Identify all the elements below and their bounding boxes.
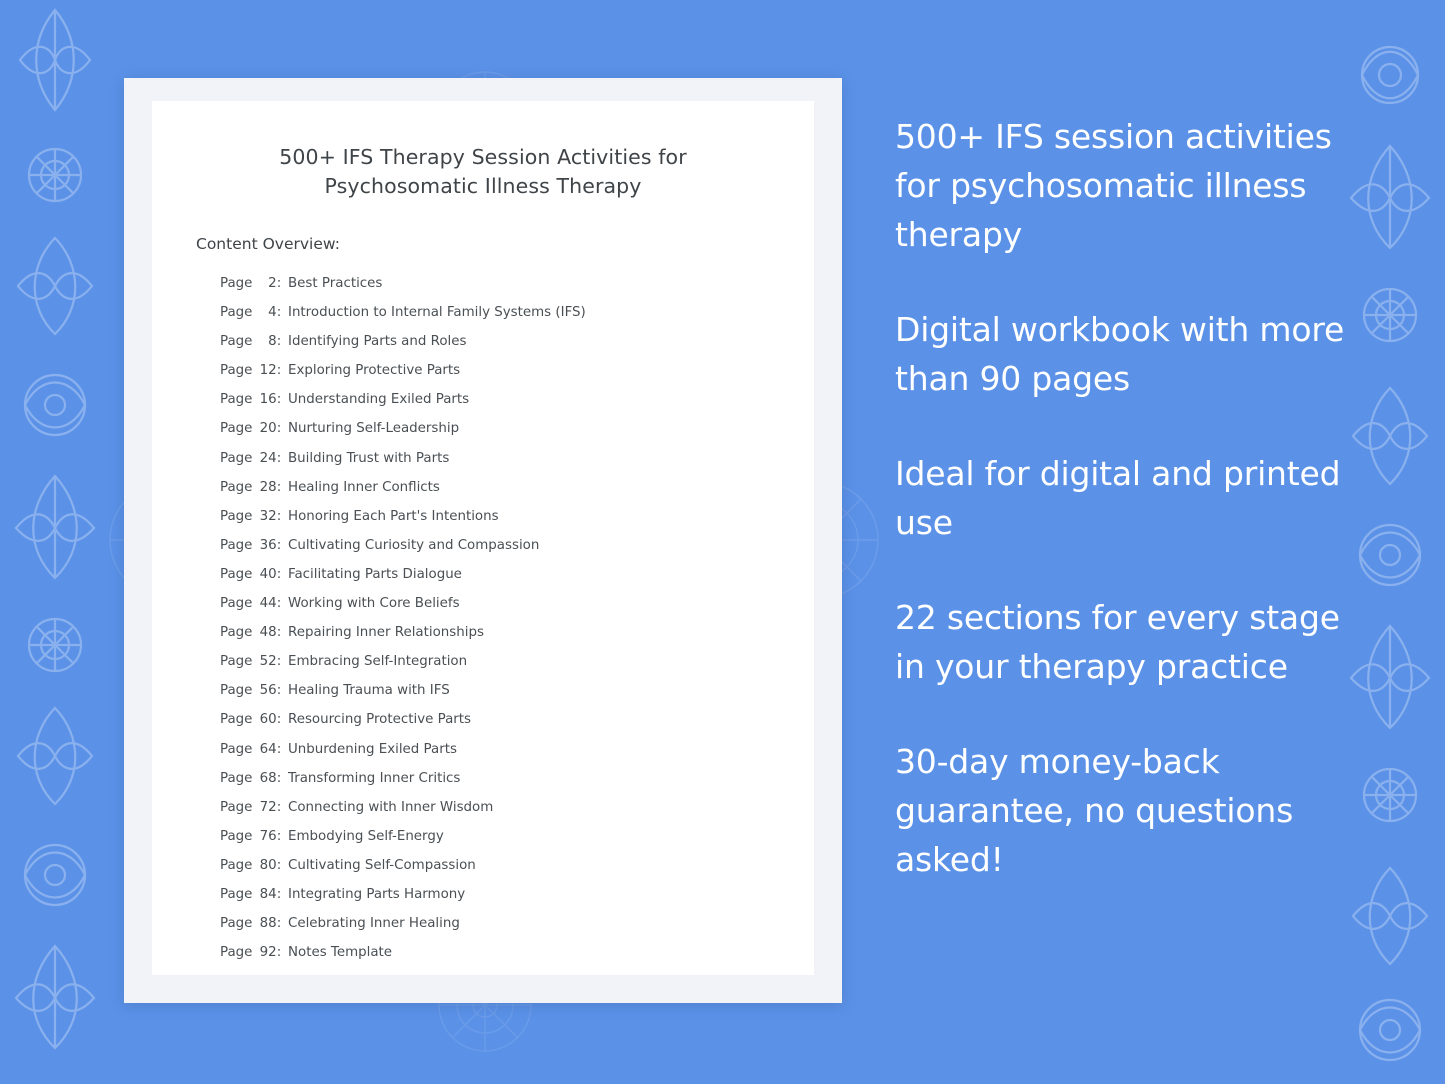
- toc-row: [220, 356, 774, 385]
- toc-row: [220, 851, 774, 880]
- toc-entry-title: Notes Template: [288, 945, 393, 961]
- toc-page-number: Page 2:: [220, 276, 282, 291]
- toc-page-number: Page 48:: [220, 625, 282, 641]
- toc-entry-title: Cultivating Self-Compassion: [288, 857, 476, 873]
- table-of-contents: [220, 269, 774, 967]
- toc-entry-title: Embodying Self-Energy: [288, 828, 444, 844]
- toc-row: [220, 298, 774, 327]
- toc-entry-title: Embracing Self-Integration: [288, 654, 468, 670]
- toc-page-number: Page 68:: [220, 770, 282, 786]
- toc-entry-title: Honoring Each Part's Intentions: [288, 508, 499, 524]
- toc-row: [220, 502, 774, 531]
- floral-border-left-icon: [0, 0, 110, 1084]
- toc-page-number: Page 84:: [220, 886, 282, 902]
- toc-row: [220, 880, 774, 909]
- toc-page-number: Page 92:: [220, 945, 282, 961]
- toc-page-number: Page 24:: [220, 450, 282, 466]
- toc-page-number: Page 32:: [220, 508, 282, 524]
- toc-row: [220, 909, 774, 938]
- toc-row: [220, 735, 774, 764]
- toc-entry-title: Identifying Parts and Roles: [288, 334, 467, 350]
- toc-entry-title: Resourcing Protective Parts: [288, 712, 472, 728]
- toc-row: [220, 764, 774, 793]
- toc-row: [220, 676, 774, 705]
- toc-row: [220, 589, 774, 618]
- toc-entry-title: Repairing Inner Relationships: [288, 625, 484, 641]
- toc-page-number: Page 20:: [220, 421, 282, 437]
- toc-page-number: Page 56:: [220, 683, 282, 699]
- toc-entry-title: Exploring Protective Parts: [288, 363, 461, 379]
- toc-entry-title: Best Practices: [288, 276, 383, 291]
- toc-entry-title: Unburdening Exiled Parts: [288, 741, 457, 757]
- toc-row: [220, 444, 774, 473]
- toc-row: [220, 793, 774, 822]
- toc-page-number: Page 72:: [220, 799, 282, 815]
- toc-row: [220, 414, 774, 443]
- toc-row: [220, 385, 774, 414]
- toc-page-number: Page 52:: [220, 654, 282, 670]
- toc-entry-title: Healing Trauma with IFS: [288, 683, 450, 699]
- page-title: 500+ IFS Therapy Session Activities for Psychosomatic Illness Therapy: [279, 145, 687, 198]
- toc-page-number: Page 40:: [220, 566, 282, 582]
- toc-page-number: Page 44:: [220, 596, 282, 612]
- toc-row: [220, 647, 774, 676]
- toc-entry-title: Integrating Parts Harmony: [288, 886, 466, 902]
- marketing-point: Digital workbook with more than 90 pages: [895, 310, 1345, 398]
- toc-entry-title: Connecting with Inner Wisdom: [288, 799, 494, 815]
- toc-row: [220, 938, 774, 967]
- toc-page-number: Page 4:: [220, 305, 282, 321]
- toc-row: [220, 327, 774, 356]
- toc-row: [220, 531, 774, 560]
- marketing-copy: [895, 112, 1365, 884]
- toc-page-number: Page 88:: [220, 916, 282, 932]
- toc-entry-title: Facilitating Parts Dialogue: [288, 566, 462, 582]
- toc-page-number: Page 64:: [220, 741, 282, 757]
- toc-row: [220, 560, 774, 589]
- toc-page-number: Page 8:: [220, 334, 282, 350]
- toc-page-number: Page 16:: [220, 392, 282, 408]
- toc-entry-title: Celebrating Inner Healing: [288, 916, 460, 932]
- marketing-point: Ideal for digital and printed use: [895, 454, 1341, 542]
- toc-row: [220, 618, 774, 647]
- marketing-point: 30-day money-back guarantee, no questions asked!: [895, 742, 1294, 879]
- toc-row: [220, 269, 774, 298]
- toc-row: [220, 705, 774, 734]
- toc-entry-title: Transforming Inner Critics: [288, 770, 461, 786]
- toc-entry-title: Understanding Exiled Parts: [288, 392, 470, 408]
- marketing-point: 500+ IFS session activities for psychosomatic illness therapy: [895, 117, 1332, 254]
- toc-entry-title: Healing Inner Conflicts: [288, 479, 440, 495]
- toc-entry-title: Working with Core Beliefs: [288, 596, 460, 612]
- toc-page-number: Page 60:: [220, 712, 282, 728]
- toc-entry-title: Nurturing Self-Leadership: [288, 421, 460, 437]
- toc-row: [220, 473, 774, 502]
- toc-page-number: Page 28:: [220, 479, 282, 495]
- toc-entry-title: Introduction to Internal Family Systems (IFS): [288, 305, 586, 321]
- content-overview-label: Content Overview:: [196, 235, 340, 253]
- toc-page-number: Page 80:: [220, 857, 282, 873]
- toc-page-number: Page 12:: [220, 363, 282, 379]
- toc-page-number: Page 36:: [220, 537, 282, 553]
- document-content: [152, 101, 814, 975]
- toc-row: [220, 822, 774, 851]
- toc-page-number: Page 76:: [220, 828, 282, 844]
- marketing-point: 22 sections for every stage in your therapy practice: [895, 598, 1340, 686]
- toc-entry-title: Building Trust with Parts: [288, 450, 450, 466]
- toc-entry-title: Cultivating Curiosity and Compassion: [288, 537, 540, 553]
